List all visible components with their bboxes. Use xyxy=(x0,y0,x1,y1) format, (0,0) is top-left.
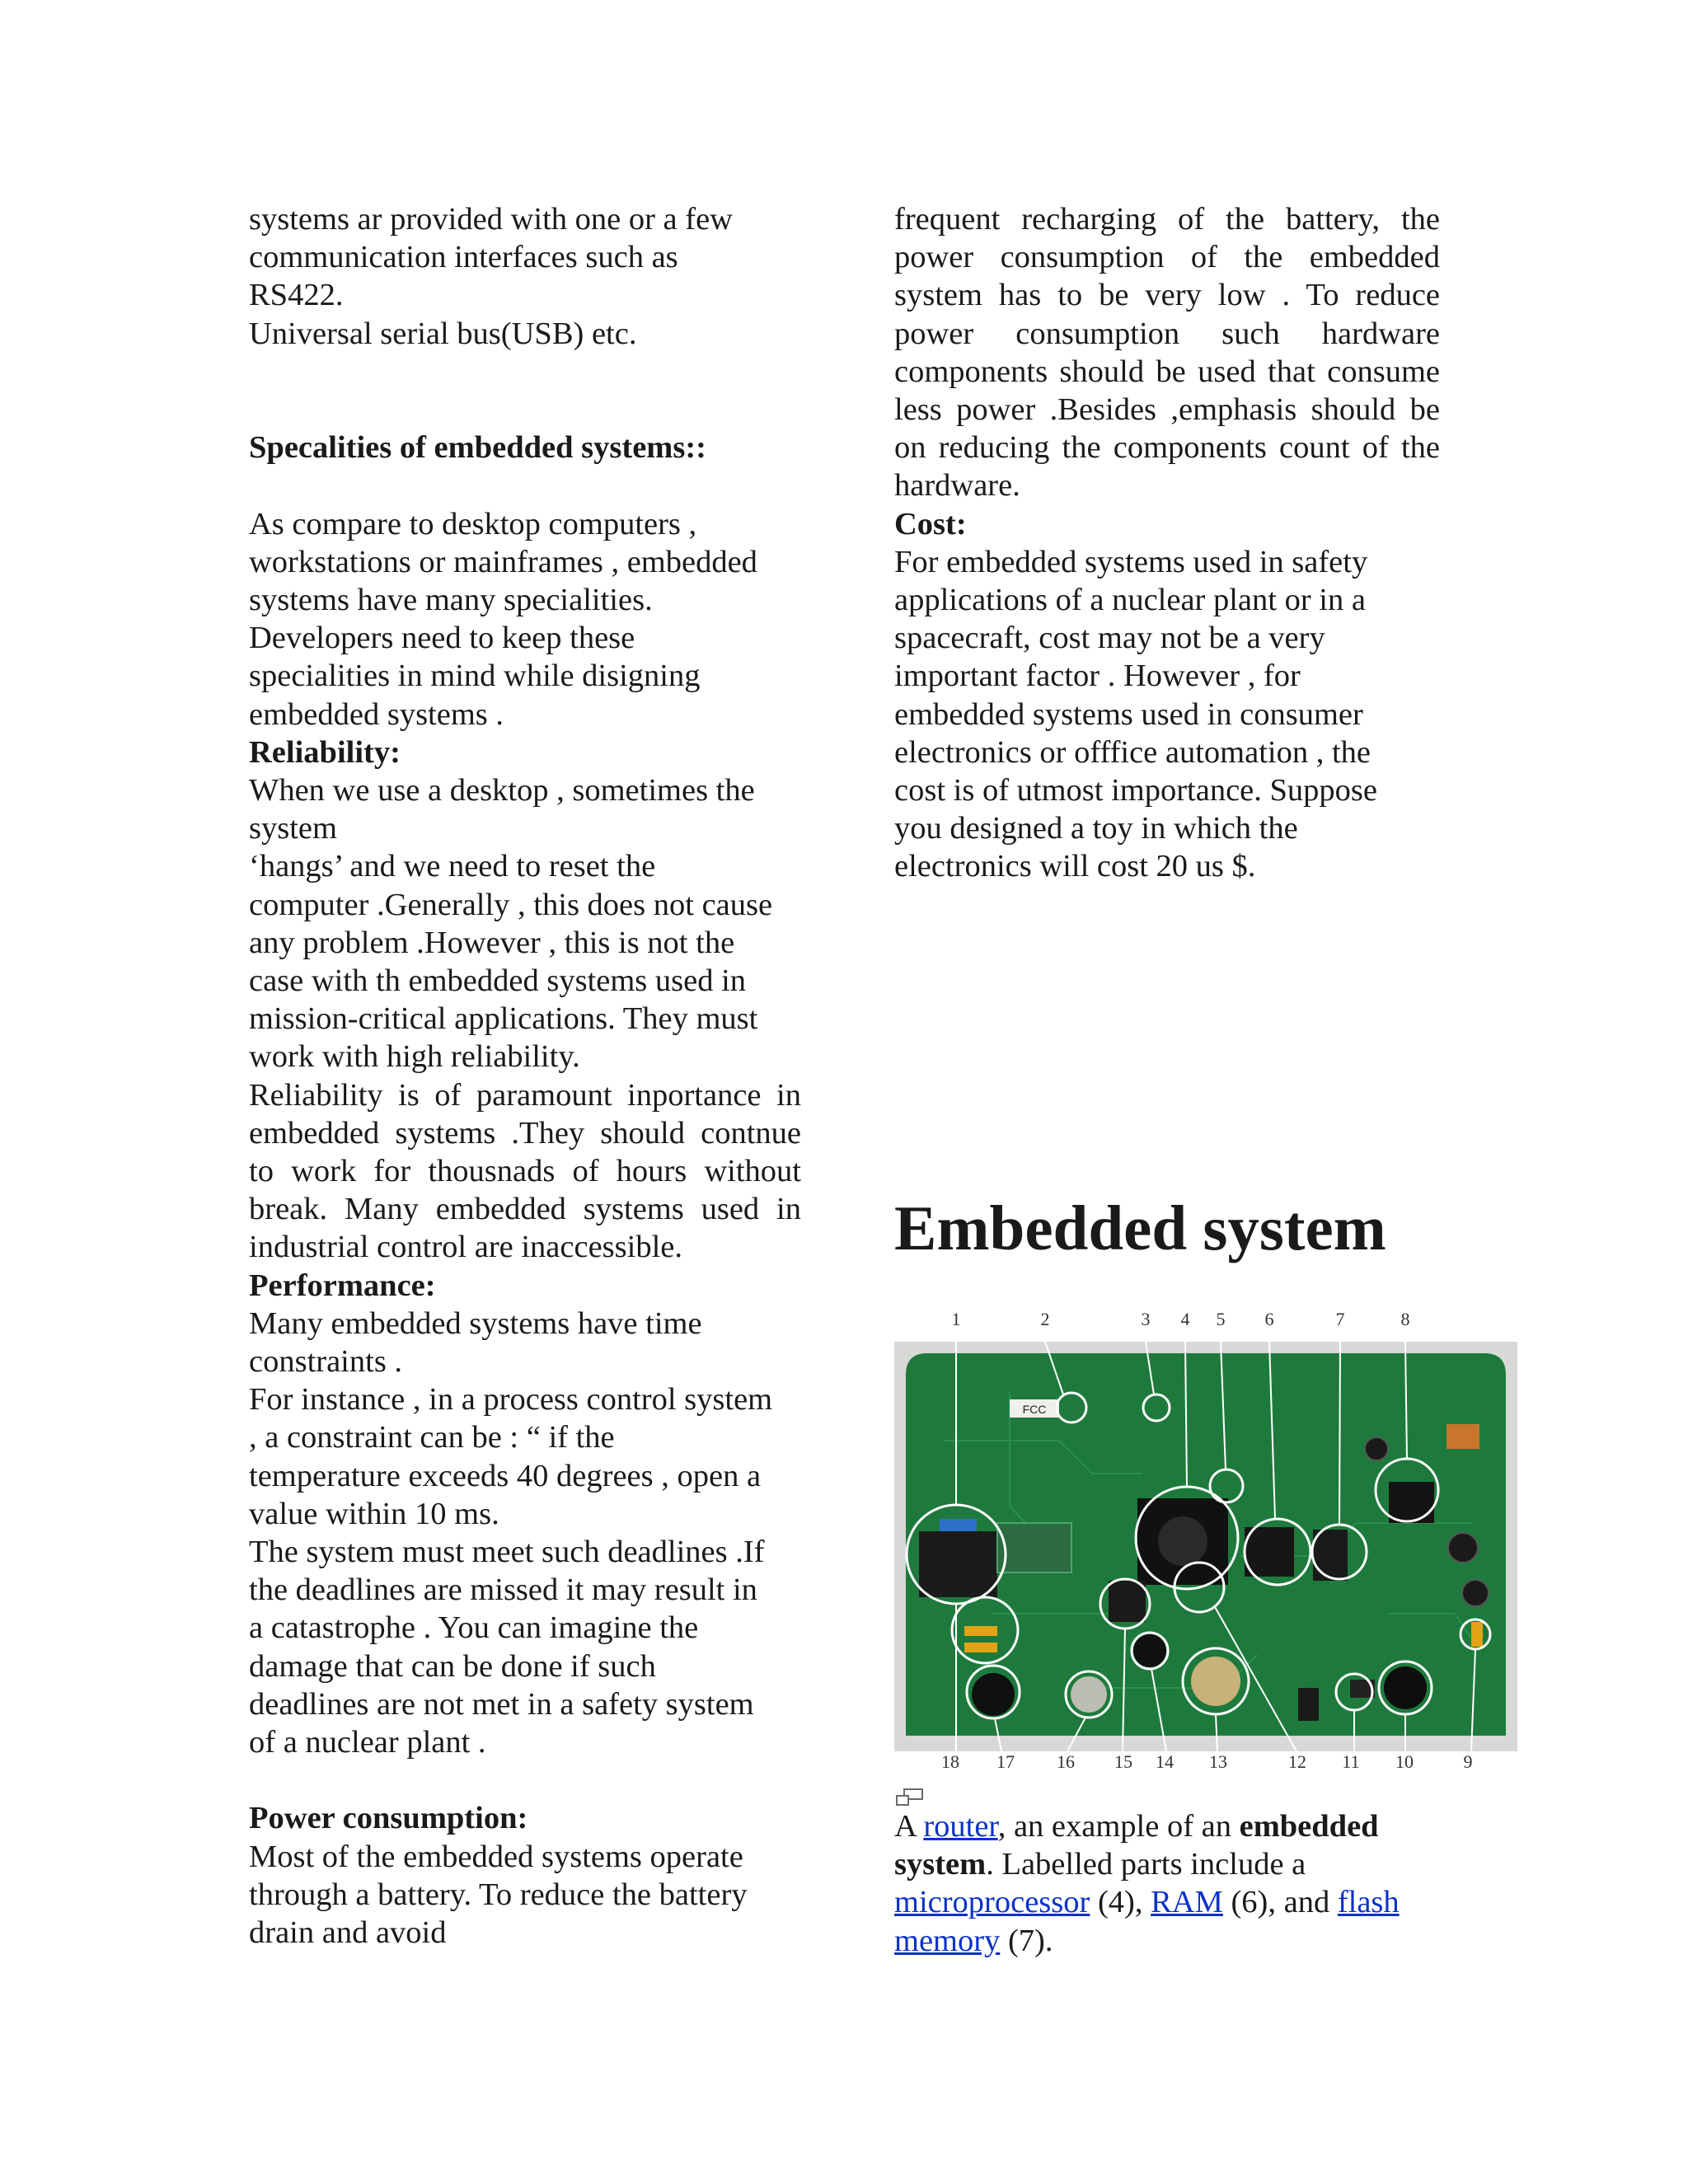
part-label: 7 xyxy=(1335,1309,1345,1329)
part-label: 3 xyxy=(1141,1309,1151,1329)
ram-link[interactable]: RAM xyxy=(1151,1885,1223,1920)
specialities-heading: Specalities of embedded systems:: xyxy=(249,430,706,466)
part-14 xyxy=(1133,1634,1166,1667)
board-chip-label: FCC xyxy=(1022,1403,1047,1416)
part-label: 14 xyxy=(1156,1751,1174,1772)
part-label: 4 xyxy=(1180,1309,1190,1329)
microprocessor-link[interactable]: microprocessor xyxy=(894,1885,1090,1920)
part-label: 2 xyxy=(1040,1309,1050,1329)
cost-paragraph: For embedded systems used in safety applications of a nuclear plant or in a spacecraft, cost may not be a very important factor . However , for embedded systems used in consumer electronics or offfice automation , the cost is of utmost importance. Suppose you designed a toy in which the electronics will cost 20 us $. xyxy=(894,544,1377,884)
crystal xyxy=(1071,1676,1107,1713)
bottom-part-labels xyxy=(894,1751,1517,1784)
top-part-labels xyxy=(894,1309,1517,1342)
part-label: 18 xyxy=(941,1751,959,1772)
power-continued-paragraph: frequent recharging of the battery, the power consumption of the embedded system has to be very low . To reduce power consumption such hardware components should be used that consume less power .Besides ,emphasis should be on reducing the components count of the hardware. xyxy=(894,202,1440,504)
part-label: 17 xyxy=(996,1751,1015,1772)
chip-1-marker xyxy=(940,1519,977,1531)
coin-cell xyxy=(1191,1657,1240,1706)
performance-paragraph: Many embedded systems have time constraints . For instance , in a process control system , a constraint can be : “ if the temperature exceeds 40 degrees , open a value within 10 ms. The system must meet such deadlines .If the deadlines are missed it may result in a catastrophe . You can imagine the damage that can be done if such deadlines are not met in a safety system of a nuclear plant . xyxy=(249,1305,773,1760)
figure-caption: A router, an example of an embedded system. Labelled parts include a microprocessor (4), RAM (6), and flash memory (7). xyxy=(894,1809,1400,1958)
inductor xyxy=(1447,1424,1479,1449)
right-column xyxy=(894,200,1440,886)
part-label: 6 xyxy=(1264,1309,1274,1329)
left-column xyxy=(249,200,801,1952)
fuse xyxy=(964,1626,997,1636)
intro-paragraph: systems ar provided with one or a few communication interfaces such as RS422. Universal serial bus(USB) etc. xyxy=(249,202,733,351)
chip-8 xyxy=(1389,1482,1434,1523)
reliability-heading: Reliability: xyxy=(249,734,401,770)
part-label: 12 xyxy=(1288,1751,1306,1772)
part-label: 15 xyxy=(1114,1751,1132,1772)
router-link[interactable]: router xyxy=(923,1809,998,1844)
chip-1 xyxy=(919,1531,997,1597)
performance-heading: Performance: xyxy=(249,1268,436,1303)
reliability-paragraph-1: When we use a desktop , sometimes the system ‘hangs’ and we need to reset the computer .Generally , this does not cause any problem .However , this is not the case with th embedded systems used in mission-critical applications. They must work with high reliability. xyxy=(249,773,773,1075)
part-12 xyxy=(1298,1688,1319,1721)
caption-bold: embedded system xyxy=(894,1809,1379,1882)
part-label: 5 xyxy=(1216,1309,1226,1329)
part-label: 9 xyxy=(1463,1751,1473,1772)
flash-memory-link[interactable]: flash memory xyxy=(894,1885,1400,1958)
cost-heading: Cost: xyxy=(894,506,967,541)
part-10 xyxy=(1384,1666,1427,1709)
capacitor xyxy=(1448,1533,1478,1563)
reliability-paragraph-2: Reliability is of paramount inportance in embedded systems .They should contnue to work for thousnads of hours without break. Many embedded systems used in industrial control are inaccessible. xyxy=(249,1077,801,1265)
part-label: 8 xyxy=(1400,1309,1410,1329)
ic-array xyxy=(997,1523,1071,1572)
part-9 xyxy=(1471,1622,1483,1647)
chip-15 xyxy=(1109,1581,1146,1622)
specialities-paragraph: As compare to desktop computers , workstations or mainframes , embedded systems have many specialities. Developers need to keep these specialities in mind while disigning embedded systems . xyxy=(249,506,757,732)
enlarge-icon[interactable] xyxy=(896,1788,924,1807)
circuit-board-image xyxy=(894,1342,1517,1751)
fuse xyxy=(964,1643,997,1652)
router-board-figure xyxy=(894,1309,1517,1780)
capacitor xyxy=(1365,1437,1388,1460)
capacitor xyxy=(1462,1580,1489,1606)
power-heading: Power consumption: xyxy=(249,1801,528,1836)
part-label: 11 xyxy=(1342,1751,1360,1772)
part-label: 10 xyxy=(1395,1751,1414,1772)
flash-chip xyxy=(1313,1530,1348,1581)
part-label: 1 xyxy=(951,1309,961,1329)
battery-holder xyxy=(972,1673,1015,1716)
cpu-center xyxy=(1158,1516,1207,1566)
section-title: Embedded system xyxy=(894,1193,1386,1263)
part-label: 16 xyxy=(1057,1751,1075,1772)
power-paragraph: Most of the embedded systems operate through a battery. To reduce the battery drain and avoid xyxy=(249,1839,748,1951)
ram-chip xyxy=(1245,1527,1294,1577)
part-label: 13 xyxy=(1209,1751,1227,1772)
